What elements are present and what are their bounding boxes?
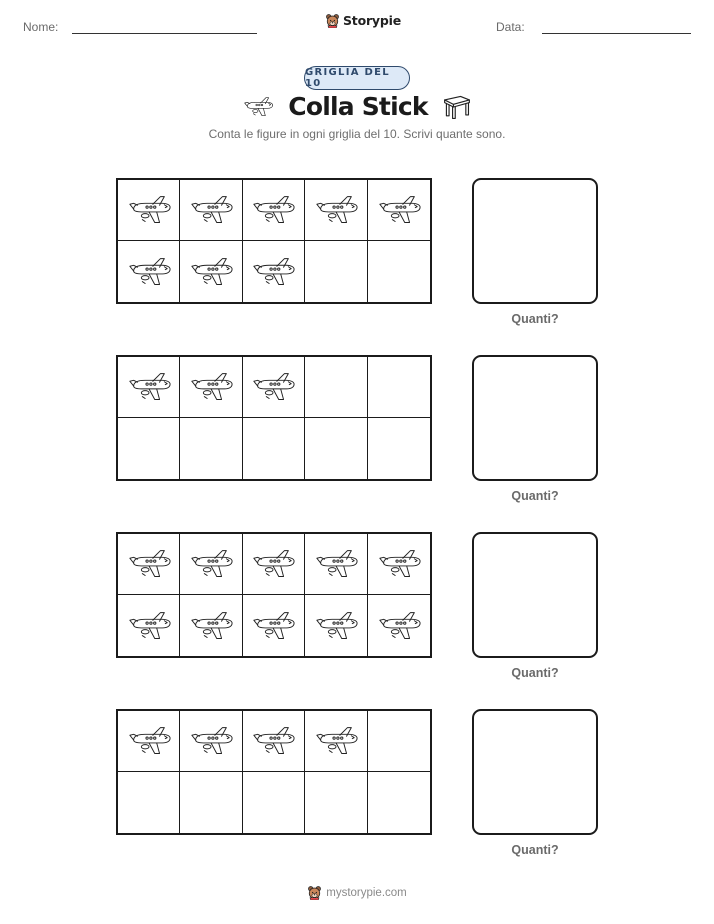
grid-cell [368,534,430,595]
grid-cell [118,241,180,302]
grid-cell [305,534,367,595]
airplane-icon [126,193,172,227]
grid-cell [118,357,180,418]
airplane-icon [250,547,296,581]
answer-label-4: Quanti? [511,843,559,857]
airplane-icon [376,609,422,643]
instructions: Conta le figure in ogni griglia del 10. Scrivi quante sono. [208,127,506,141]
airplane-icon [250,255,296,289]
grid-cell [180,241,242,302]
grid-cell [180,772,242,833]
grid-cell [368,180,430,241]
grid-cell [243,241,305,302]
airplane-icon [313,193,359,227]
name-line[interactable] [72,33,257,34]
grid-cell [243,711,305,772]
airplane-icon [188,547,234,581]
grid-cell [118,418,180,479]
ten-frame-1 [116,178,432,304]
grid-cell [243,772,305,833]
grid-cell [180,534,242,595]
airplane-icon [250,193,296,227]
bear-icon [307,885,322,900]
airplane-icon [313,724,359,758]
date-line[interactable] [542,33,691,34]
grid-cell [305,180,367,241]
answer-label-2: Quanti? [511,489,559,503]
grid-cell [305,418,367,479]
table-icon [442,93,472,121]
airplane-icon [250,724,296,758]
grid-cell [118,534,180,595]
answer-box-1[interactable] [472,178,598,304]
grid-cell [368,595,430,656]
grid-cell [305,357,367,418]
answer-box-2[interactable] [472,355,598,481]
answer-box-4[interactable] [472,709,598,835]
footer-url[interactable]: mystorypie.com [326,886,407,899]
grid-cell [118,595,180,656]
bear-icon [325,13,340,28]
airplane-icon [376,547,422,581]
grid-cell [180,711,242,772]
airplane-icon [313,609,359,643]
ten-frame-2 [116,355,432,481]
airplane-icon [188,370,234,404]
airplane-icon [188,609,234,643]
airplane-icon [242,95,274,119]
grid-cell [368,772,430,833]
grid-cell [368,711,430,772]
date-label: Data: [496,20,525,34]
airplane-icon [126,547,172,581]
answer-box-3[interactable] [472,532,598,658]
ten-frame-4 [116,709,432,835]
airplane-icon [376,193,422,227]
grid-cell [180,357,242,418]
name-label: Nome: [23,20,59,34]
airplane-icon [126,724,172,758]
grid-cell [243,180,305,241]
grid-cell [118,180,180,241]
grid-cell [243,534,305,595]
airplane-icon [188,193,234,227]
grid-cell [118,711,180,772]
worksheet-badge: GRIGLIA DEL 10 [304,66,410,90]
grid-cell [368,418,430,479]
grid-cell [368,241,430,302]
brand-logo [325,13,401,28]
airplane-icon [250,370,296,404]
grid-cell [180,418,242,479]
grid-cell [305,711,367,772]
airplane-icon [126,609,172,643]
grid-cell [305,772,367,833]
grid-cell [243,595,305,656]
grid-cell [305,595,367,656]
airplane-icon [188,255,234,289]
airplane-icon [188,724,234,758]
airplane-icon [313,547,359,581]
grid-cell [368,357,430,418]
answer-label-3: Quanti? [511,666,559,680]
ten-frame-3 [116,532,432,658]
airplane-icon [126,255,172,289]
worksheet-title: Colla Stick [288,92,428,121]
grid-cell [118,772,180,833]
grid-cell [180,595,242,656]
footer [0,885,714,900]
airplane-icon [126,370,172,404]
grid-cell [305,241,367,302]
airplane-icon [250,609,296,643]
grid-cell [243,357,305,418]
answer-label-1: Quanti? [511,312,559,326]
title-row [0,92,714,121]
grid-cell [180,180,242,241]
grid-cell [243,418,305,479]
brand-name: Storypie [343,13,401,28]
